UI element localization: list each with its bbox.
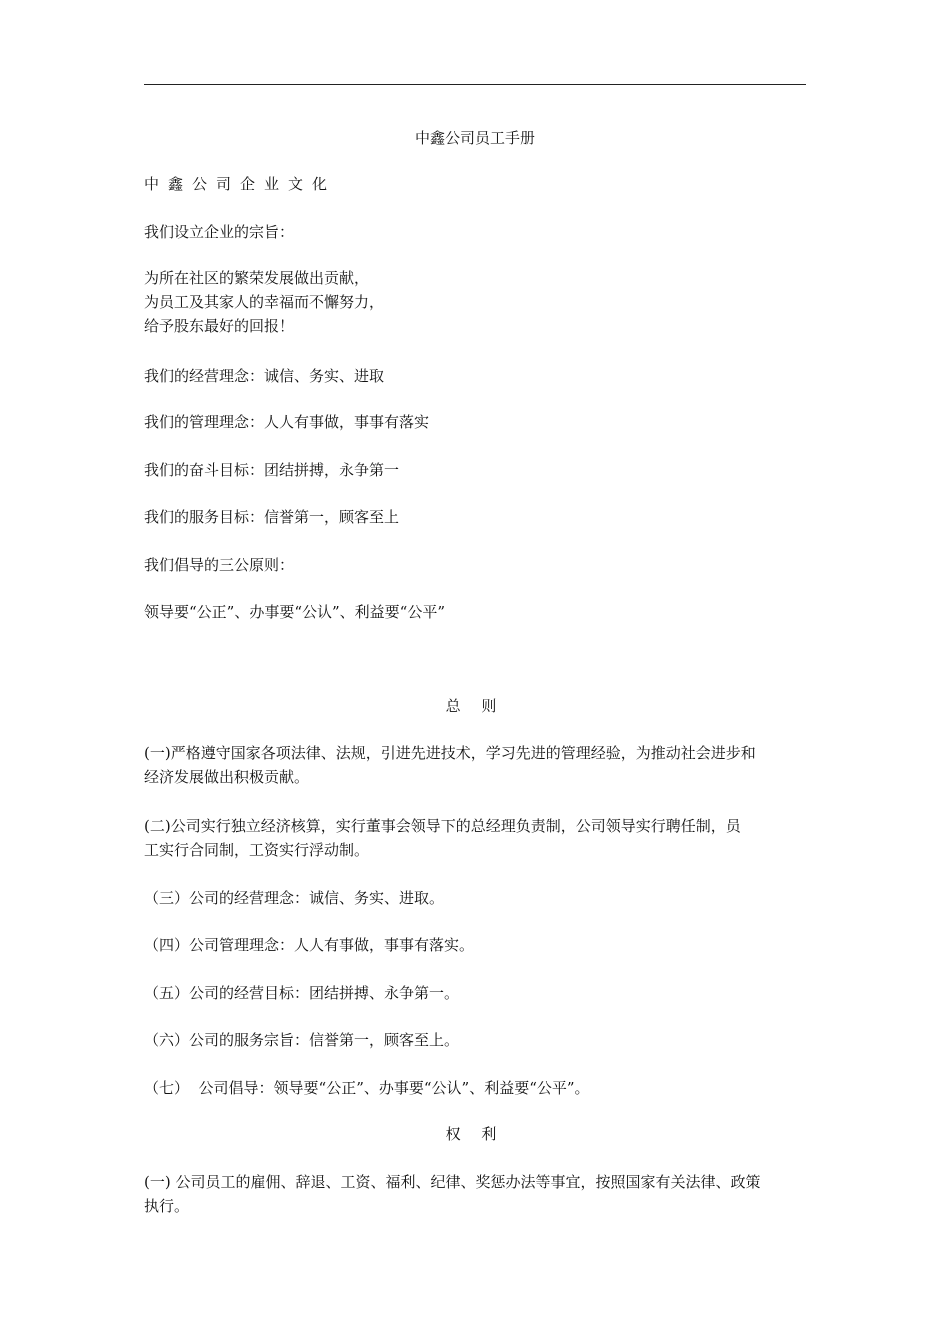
struggle-goal: 我们的奋斗目标：团结拼搏，永争第一 [144, 461, 400, 479]
general-item-5: （五）公司的经营目标：团结拼搏、永争第一。 [144, 984, 460, 1002]
principles-label: 我们倡导的三公原则： [144, 556, 295, 574]
general-item-4: （四）公司管理理念：人人有事做，事事有落实。 [144, 936, 475, 954]
general-item-line: (二)公司实行独立经济核算，实行董事会领导下的总经理负责制，公司领导实行聘任制，员 [144, 817, 741, 835]
general-item-6: （六）公司的服务宗旨：信誉第一，顾客至上。 [144, 1031, 460, 1049]
purpose-line: 给予股东最好的回报！ [144, 317, 295, 335]
general-item-1 [144, 741, 808, 789]
rights-heading: 权 利 [445, 1125, 505, 1143]
general-item-line: (一)严格遵守国家各项法律、法规，引进先进技术，学习先进的管理经验，为推动社会进步和 [144, 744, 756, 762]
business-philosophy: 我们的经营理念：诚信、务实、进取 [144, 367, 385, 385]
general-item-3: （三）公司的经营理念：诚信、务实、进取。 [144, 889, 445, 907]
general-item-line: 工实行合同制，工资实行浮动制。 [144, 841, 370, 859]
general-item-7: （七） 公司倡导：领导要“公正”、办事要“公认”、利益要“公平”。 [144, 1079, 590, 1097]
document-title: 中鑫公司员工手册 [414, 129, 535, 147]
rights-item-1 [144, 1170, 808, 1218]
culture-heading: 中鑫公司企业文化 [144, 175, 337, 193]
service-goal: 我们的服务目标：信誉第一，顾客至上 [144, 508, 400, 526]
principles: 领导要“公正”、办事要“公认”、利益要“公平” [144, 603, 446, 621]
general-item-2 [144, 814, 808, 862]
general-item-line: 经济发展做出积极贡献。 [144, 768, 310, 786]
purpose-label: 我们设立企业的宗旨： [144, 223, 295, 241]
rights-item-line: 执行。 [144, 1197, 190, 1215]
general-heading: 总 则 [445, 697, 505, 715]
purpose-line: 为员工及其家人的幸福而不懈努力， [144, 293, 385, 311]
purpose-line: 为所在社区的繁荣发展做出贡献， [144, 269, 370, 287]
purpose-block [144, 266, 808, 338]
management-philosophy: 我们的管理理念：人人有事做，事事有落实 [144, 413, 430, 431]
rights-item-line: (一) 公司员工的雇佣、辞退、工资、福利、纪律、奖惩办法等事宜，按照国家有关法律、政策 [144, 1173, 761, 1191]
header-rule [144, 84, 806, 85]
